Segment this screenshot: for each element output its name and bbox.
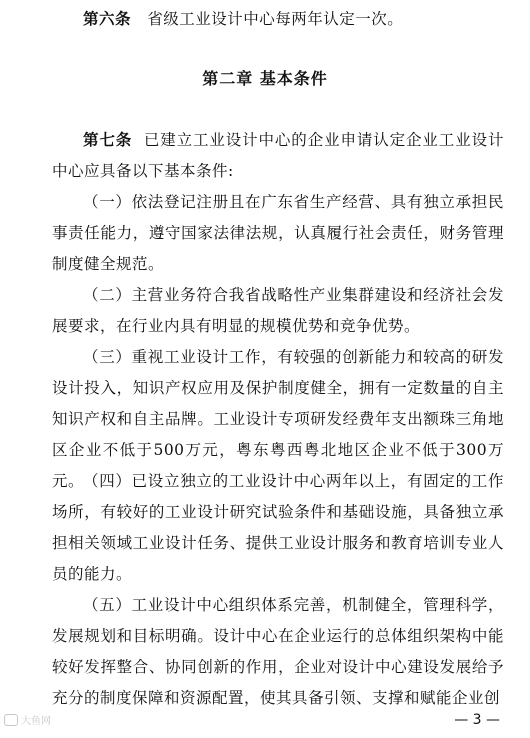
article-6 [52, 4, 504, 35]
condition-1: （一）依法登记注册且在广东省生产经营、具有独立承担民事责任能力，遵守国家法律法规，认真履行社会责任，财务管理制度健全规范。 [52, 193, 504, 273]
article-7 [52, 125, 504, 187]
condition-4: （四）已设立独立的工业设计中心两年以上，有固定的工作场所，有较好的工业设计研究试验条件和基础设施，具备独立承担相关领域工业设计任务、提供工业设计服务和教育培训专业人员的能力。 [52, 472, 504, 583]
article-6-label: 第六条 [83, 10, 132, 28]
chapter-title: 第二章 基本条件 [202, 69, 328, 88]
watermark [4, 712, 51, 727]
watermark-text: 大鱼网 [21, 716, 51, 727]
page-number: — 3 — [454, 712, 500, 728]
condition-5: （五）工业设计中心组织体系完善，机制健全，管理科学，发展规划和目标明确。设计中心在企业运行的总体组织架构中能较好发挥整合、协同创新的作用，企业对设计中心建设发展给予充分的制度保障和资源配置，使其具备引领、支撑和赋能企业创 [52, 596, 504, 707]
condition-2: （二）主营业务符合我省战略性产业集群建设和经济社会发展要求，在行业内具有明显的规模优势和竞争优势。 [52, 286, 504, 335]
article-6-text: 省级工业设计中心每两年认定一次。 [147, 10, 404, 28]
article-7-label: 第七条 [83, 131, 133, 149]
condition-3: （三）重视工业设计工作，有较强的创新能力和较高的研发设计投入，知识产权应用及保护制度健全，拥有一定数量的自主知识产权和自主品牌。工业设计专项研发经费年支出额珠三角地区企业不低于500万元，粤东粤西粤北地区企业不低于300万元。 [52, 348, 504, 490]
watermark-logo-icon [4, 714, 18, 726]
article-7-text: 已建立工业设计中心的企业申请认定企业工业设计中心应具备以下基本条件: [52, 131, 504, 180]
